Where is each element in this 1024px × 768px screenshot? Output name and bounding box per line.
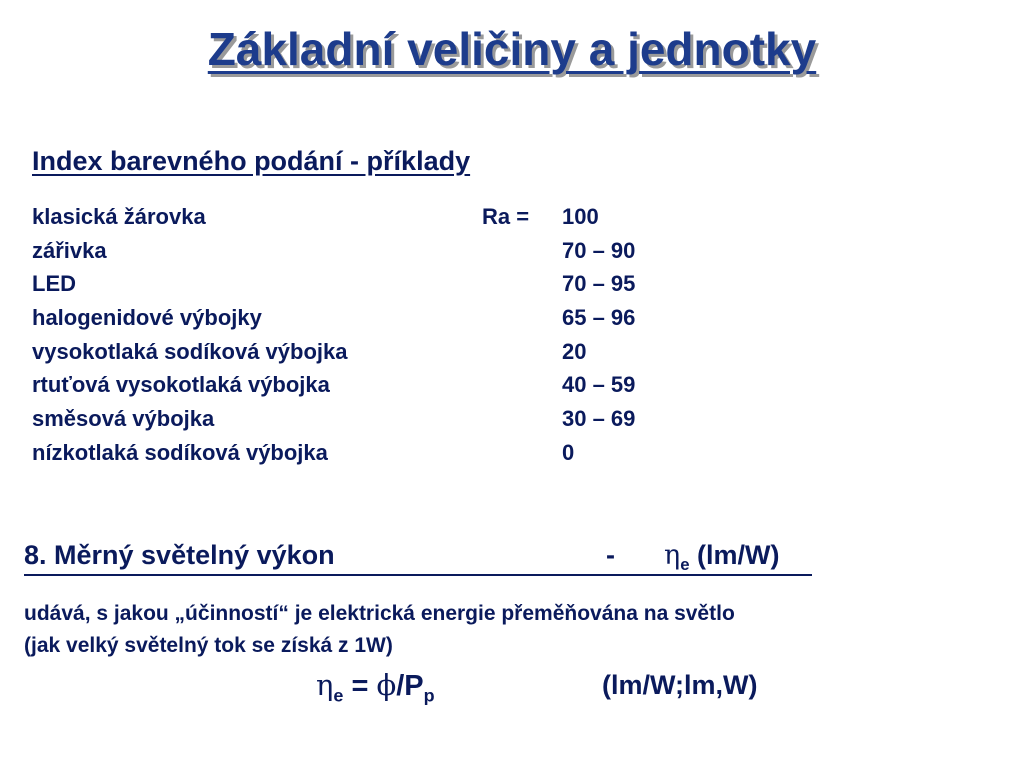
lamp-name: nízkotlaká sodíková výbojka: [32, 439, 328, 465]
formula-eta-subscript: e: [333, 685, 344, 706]
ra-value: 70 – 95: [562, 271, 636, 297]
table-row: [32, 234, 692, 268]
subheading: Index barevného podání - příklady: [32, 146, 471, 176]
ra-value: 65 – 96: [562, 305, 636, 331]
description-line-2: (jak velký světelný tok se získá z 1W): [24, 634, 393, 657]
ra-label: Ra =: [482, 204, 530, 229]
formula-eta: η: [316, 668, 334, 702]
section-label: 8. Měrný světelný výkon: [24, 540, 335, 570]
section-unit: (lm/W): [697, 540, 780, 570]
formula-p-subscript: p: [423, 685, 435, 706]
section-dash: -: [606, 540, 615, 570]
ra-value: 30 – 69: [562, 406, 636, 432]
eta-subscript: e: [680, 554, 690, 574]
lamp-name: vysokotlaká sodíková výbojka: [32, 338, 348, 364]
slide-title: Základní veličiny a jednotky: [207, 23, 817, 75]
formula-units: (lm/W;lm,W): [602, 670, 758, 700]
table-row: [32, 267, 692, 301]
formula-p: P: [404, 670, 424, 702]
ra-value: 20: [562, 338, 587, 364]
lamp-name: zářivka: [32, 237, 107, 263]
description: [24, 598, 1004, 662]
description-line-1: udává, s jakou „účinností“ je elektrická energie přeměňována na světlo: [24, 602, 735, 625]
lamp-name: LED: [32, 271, 76, 297]
ra-value: 70 – 90: [562, 237, 636, 263]
lamp-name: halogenidové výbojky: [32, 305, 262, 331]
ra-value: 40 – 59: [562, 372, 636, 398]
table-row: [32, 335, 692, 369]
ra-value: 100: [562, 204, 599, 229]
table-row: [32, 402, 692, 436]
eta-symbol: η: [664, 540, 681, 571]
section-heading: [24, 540, 812, 576]
lamp-name: klasická žárovka: [32, 204, 206, 229]
efficacy-formula: [316, 668, 435, 706]
formula-phi: ϕ: [376, 668, 397, 702]
efficacy-symbol: [664, 540, 780, 575]
table-row: [32, 436, 692, 470]
table-row: [32, 368, 692, 402]
formula-slash: /: [396, 670, 405, 702]
lamp-name: rtuťová vysokotlaká výbojka: [32, 372, 330, 398]
formula-equals: =: [351, 670, 369, 702]
table-row: [32, 200, 692, 234]
table-row: [32, 301, 692, 335]
ra-value: 0: [562, 439, 575, 465]
color-rendering-table: [32, 200, 692, 470]
lamp-name: směsová výbojka: [32, 406, 215, 432]
